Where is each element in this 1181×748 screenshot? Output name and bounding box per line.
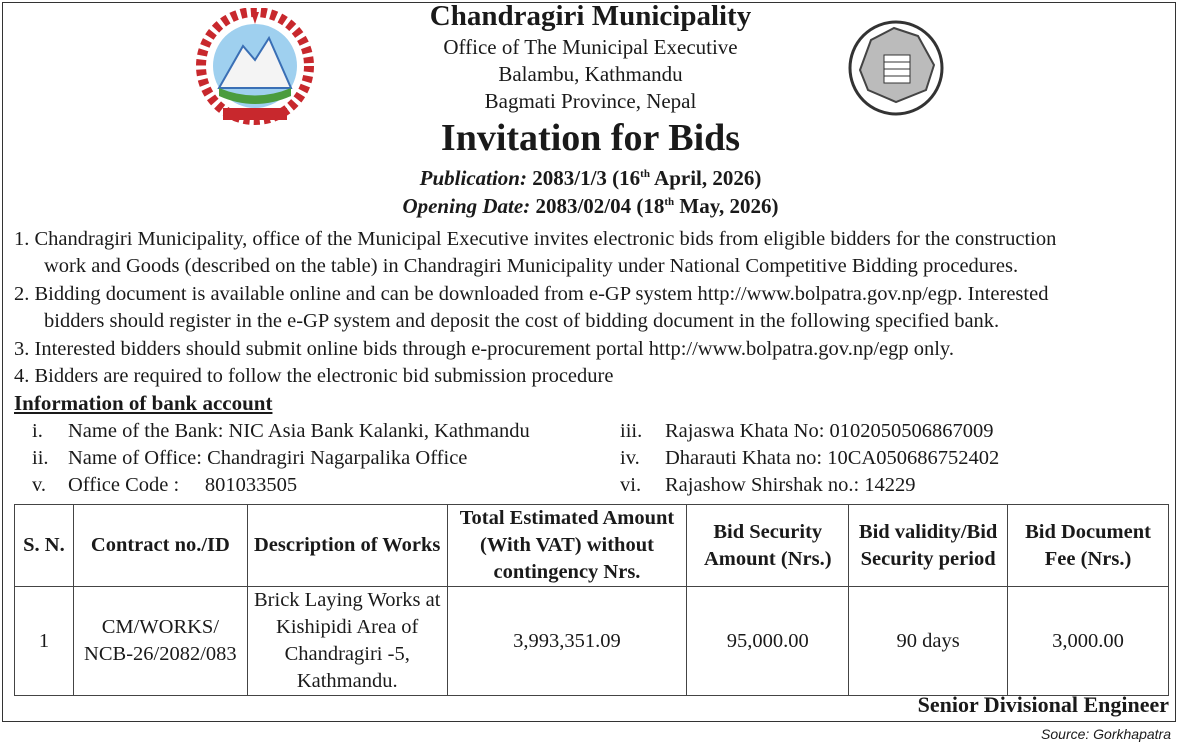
opening-label: Opening Date:: [402, 194, 531, 218]
header-contract-no: Contract no./ID: [73, 505, 247, 587]
paragraph-3: [14, 336, 954, 363]
bank-item-num: iii.: [620, 420, 643, 442]
header-estimated-amount: Total Estimated Amount (With VAT) without contingency Nrs.: [447, 505, 687, 587]
para-text: work and Goods (described on the table) in Chandragiri Municipality under National Competitive Bidding procedures.: [44, 255, 1019, 277]
cell-description: Brick Laying Works at Kishipidi Area of Chandragiri -5, Kathmandu.: [247, 587, 447, 696]
publication-label: Publication:: [419, 166, 527, 190]
cell-bid-security: 95,000.00: [687, 587, 849, 696]
header-bid-security: Bid Security Amount (Nrs.): [687, 505, 849, 587]
office-name: Office of The Municipal Executive: [443, 35, 738, 59]
bank-item: [620, 474, 916, 497]
cell-sn: 1: [15, 587, 74, 696]
paragraph-4: [14, 363, 613, 390]
opening-sup: th: [664, 196, 675, 208]
bank-item-text: Dharauti Khata no: 10CA050686752402: [665, 447, 1000, 469]
header-bid-validity: Bid validity/Bid Security period: [849, 505, 1008, 587]
municipality-title: Chandragiri Municipality: [429, 0, 752, 32]
opening-value-end: May, 2026): [674, 194, 779, 218]
bank-item: [620, 420, 994, 443]
bid-table: [14, 504, 1169, 696]
address-line-2: Bagmati Province, Nepal: [484, 89, 697, 113]
bank-item-text: Name of the Bank: NIC Asia Bank Kalanki, Kathmandu: [68, 420, 530, 442]
bank-item-num: vi.: [620, 474, 642, 496]
bank-item-num: iv.: [620, 447, 640, 469]
bank-item-text: Rajaswa Khata No: 0102050506867009: [665, 420, 994, 442]
table-row: [15, 587, 1169, 696]
paragraph-2: [14, 281, 1048, 335]
bank-item: [32, 420, 530, 443]
cell-estimated-amount: 3,993,351.09: [447, 587, 687, 696]
para-text: Bidding document is available online and can be downloaded from e-GP system http://www.bolpatra.gov.np/egp. Interested: [34, 283, 1049, 305]
publication-date: [0, 166, 1181, 191]
cell-document-fee: 3,000.00: [1008, 587, 1169, 696]
address-line-1: Balambu, Kathmandu: [498, 62, 683, 86]
bank-item-text: Office Code : 801033505: [68, 474, 298, 496]
bank-item: [620, 447, 999, 470]
para-num: 1.: [14, 228, 30, 250]
publication-sup: th: [640, 168, 650, 180]
bank-item-num: i.: [32, 420, 43, 442]
bank-info-heading: Information of bank account: [14, 391, 273, 415]
paragraph-1: [14, 226, 1056, 280]
opening-date: [0, 194, 1181, 219]
cell-bid-validity: 90 days: [849, 587, 1008, 696]
para-num: 4.: [14, 365, 30, 387]
cell-contract-no: CM/WORKS/ NCB-26/2082/083: [73, 587, 247, 696]
header-document-fee: Bid Document Fee (Nrs.): [1008, 505, 1169, 587]
publication-value: 2083/1/3 (16: [532, 166, 641, 190]
signatory: Senior Divisional Engineer: [917, 692, 1169, 717]
publication-value-end: April, 2026): [649, 166, 762, 190]
para-text: Chandragiri Municipality, office of the Municipal Executive invites electronic bids from eligible bidders for the construction: [34, 228, 1057, 250]
bank-item-text: Rajashow Shirshak no.: 14229: [665, 474, 916, 496]
table-header-row: [15, 505, 1169, 587]
para-num: 2.: [14, 283, 30, 305]
para-text: Bidders are required to follow the electronic bid submission procedure: [34, 365, 614, 387]
para-text: bidders should register in the e-GP system and deposit the cost of bidding document in the following specified bank.: [44, 310, 1000, 332]
opening-value: 2083/02/04 (18: [535, 194, 665, 218]
bank-item-text: Name of Office: Chandragiri Nagarpalika Office: [68, 447, 468, 469]
para-text: Interested bidders should submit online bids through e-procurement portal http://www.bolpatra.gov.np/egp only.: [34, 338, 954, 360]
header-description: Description of Works: [247, 505, 447, 587]
bank-item-num: v.: [32, 474, 47, 496]
para-num: 3.: [14, 338, 30, 360]
bank-item-num: ii.: [32, 447, 49, 469]
header-sn: S. N.: [15, 505, 74, 587]
notice-title: Invitation for Bids: [440, 117, 741, 159]
bank-item: [32, 447, 467, 470]
source-credit: Source: Gorkhapatra: [1041, 726, 1171, 742]
bank-item: [32, 474, 297, 497]
